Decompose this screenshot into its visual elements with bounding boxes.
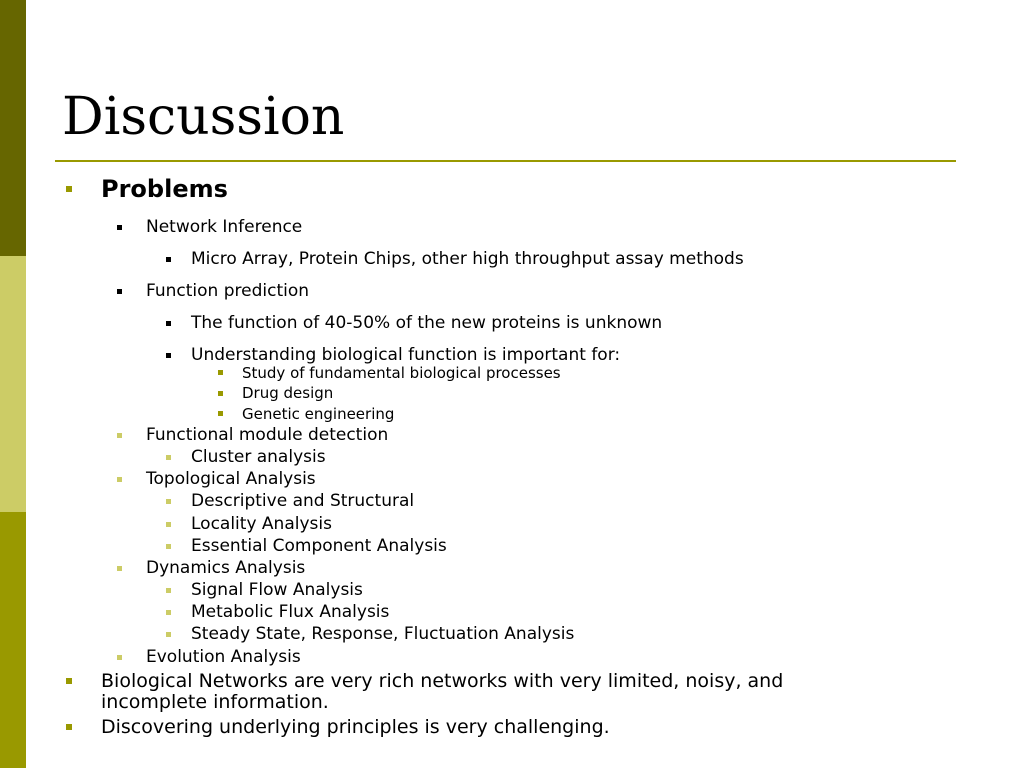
bullet-square-icon [218,411,223,416]
bullet-square-icon [117,566,122,571]
bullet-functional-module: Functional module detection [146,425,389,445]
side-band-bottom [0,512,26,768]
bullet-bio-networks-line2: incomplete information. [101,691,329,713]
bullet-square-icon [166,353,171,358]
bullet-descriptive: Descriptive and Structural [191,491,415,511]
bullet-square-icon [166,321,171,326]
side-band-top [0,0,26,256]
side-band-middle [0,256,26,512]
bullet-square-icon [166,632,171,637]
bullet-locality: Locality Analysis [191,514,332,534]
bullet-drug-design: Drug design [242,384,334,402]
bullet-discovering: Discovering underlying principles is very challenging. [101,716,610,738]
bullet-square-icon [117,225,122,230]
bullet-square-icon [66,724,72,730]
bullet-steady-state: Steady State, Response, Fluctuation Analysis [191,624,575,644]
bullet-network-inference: Network Inference [146,217,303,237]
bullet-square-icon [117,433,122,438]
bullet-square-icon [166,610,171,615]
bullet-function-unknown: The function of 40-50% of the new proteins is unknown [191,313,663,333]
bullet-square-icon [166,499,171,504]
bullet-square-icon [117,655,122,660]
bullet-square-icon [166,522,171,527]
slide-title: Discussion [62,87,345,147]
bullet-function-prediction: Function prediction [146,281,310,301]
bullet-essential: Essential Component Analysis [191,536,447,556]
bullet-square-icon [117,477,122,482]
bullet-understanding: Understanding biological function is important for: [191,345,621,365]
bullet-square-icon [66,678,72,684]
bullet-genetic-engineering: Genetic engineering [242,405,395,423]
bullet-square-icon [218,370,223,375]
bullet-dynamics: Dynamics Analysis [146,558,306,578]
bullet-square-icon [166,544,171,549]
bullet-square-icon [166,588,171,593]
bullet-square-icon [218,391,223,396]
bullet-square-icon [166,257,171,262]
bullet-signal-flow: Signal Flow Analysis [191,580,363,600]
bullet-cluster-analysis: Cluster analysis [191,447,326,467]
bullet-bio-networks-line1: Biological Networks are very rich networks with very limited, noisy, and [101,670,784,692]
title-divider [55,160,956,162]
bullet-problems: Problems [101,175,228,203]
bullet-micro-array: Micro Array, Protein Chips, other high throughput assay methods [191,249,744,269]
bullet-evolution: Evolution Analysis [146,647,301,667]
bullet-square-icon [117,289,122,294]
bullet-square-icon [66,186,72,192]
bullet-study: Study of fundamental biological processes [242,364,561,382]
bullet-topological: Topological Analysis [146,469,316,489]
bullet-square-icon [166,455,171,460]
bullet-metabolic: Metabolic Flux Analysis [191,602,390,622]
